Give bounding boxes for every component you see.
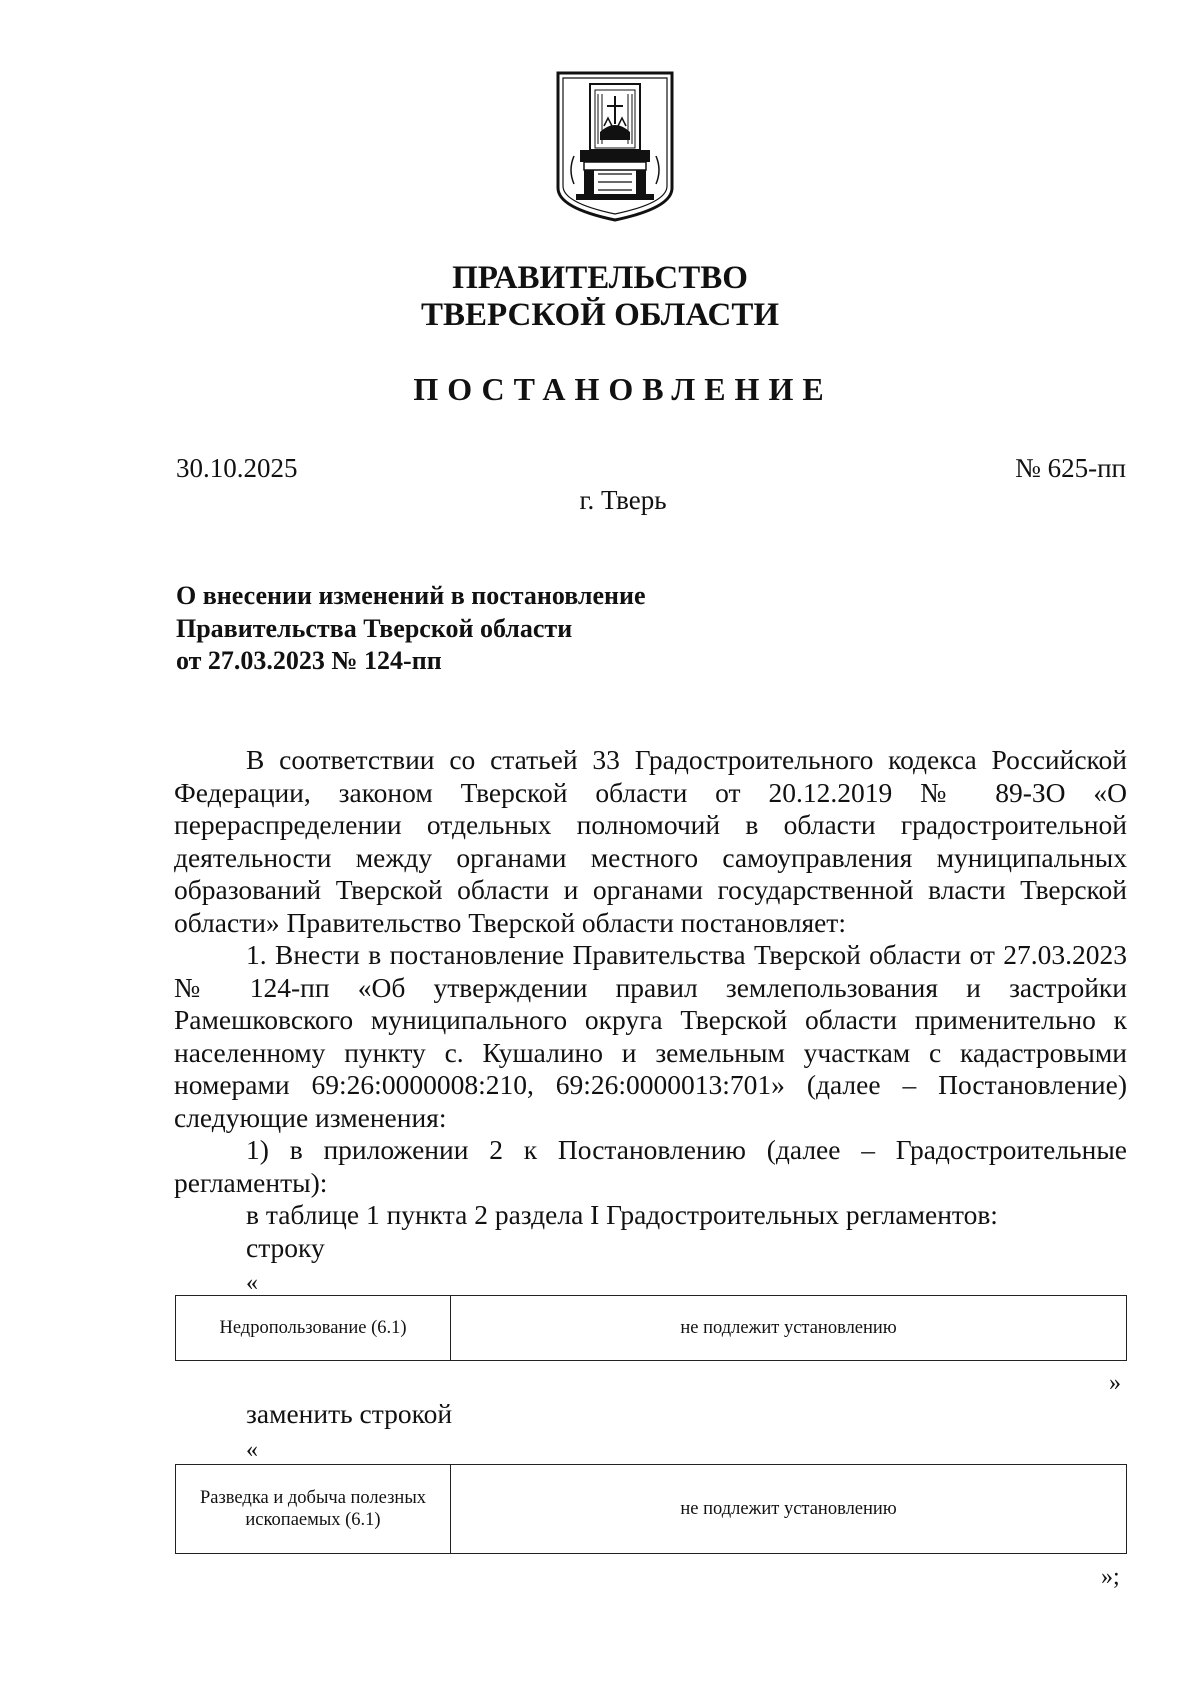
opening-quote: «: [246, 1270, 258, 1296]
regulation-value-cell: не подлежит установлению: [451, 1296, 1127, 1361]
subject-line: Правительства Тверской области: [176, 613, 573, 643]
document-date: 30.10.2025: [176, 453, 298, 483]
table-reference-line: в таблице 1 пункта 2 раздела I Градостроительных регламентов:: [246, 1199, 998, 1230]
coat-of-arms-icon: [554, 70, 676, 226]
body-paragraph: 1. Внести в постановление Правительства Тверской области от 27.03.2023 № 124-пп «Об утверждении правил землепользования и застройки Рамешковского муниципального округа Тверской области применительно к населенному пункту с. Кушалино и земельным участкам с кадастровыми номерами 69:26:0000008:210, 69:26:0000013:701» (далее – Постановление) следующие изменения:: [174, 939, 1127, 1133]
document-type-title: ПОСТАНОВЛЕНИЕ: [413, 371, 833, 407]
body-paragraph: 1) в приложении 2 к Постановлению (далее – Градостроительные регламенты):: [174, 1134, 1127, 1198]
row-label-line: строку: [246, 1232, 325, 1263]
document-city: г. Тверь: [579, 485, 667, 515]
organization-title-line1: ПРАВИТЕЛЬСТВО: [452, 260, 748, 296]
document-subject: [176, 580, 646, 678]
regulation-value-cell: не подлежит установлению: [451, 1465, 1127, 1554]
subject-line: О внесении изменений в постановление: [176, 581, 646, 610]
land-use-name-cell: Недропользование (6.1): [176, 1296, 451, 1361]
body-paragraph: В соответствии со статьей 33 Градостроительного кодекса Российской Федерации, законом Тверской области от 20.12.2019 № 89-ЗО «О перераспределении отдельных полномочий в области градостроительной деятельности между органами местного самоуправления муниципальных образований Тверской области и органами государственной власти Тверской области» Правительство Тверской области постановляет:: [174, 744, 1127, 938]
new-row-table: [175, 1464, 1127, 1554]
table-row: [176, 1296, 1127, 1361]
organization-title-line2: ТВЕРСКОЙ ОБЛАСТИ: [420, 297, 780, 333]
land-use-name-cell: Разведка и добыча полезных ископаемых (6.1): [176, 1465, 451, 1554]
coat-of-arms-emblem: [554, 70, 676, 226]
replace-with-line: заменить строкой: [246, 1398, 453, 1429]
document-number: № 625-пп: [1015, 453, 1126, 483]
closing-quote: »;: [1101, 1564, 1120, 1590]
document-body: [174, 744, 1127, 1199]
closing-quote: »: [1109, 1370, 1121, 1396]
opening-quote: «: [246, 1437, 258, 1463]
old-row-table: [175, 1295, 1127, 1361]
table-row: [176, 1465, 1127, 1554]
subject-line: от 27.03.2023 № 124-пп: [176, 646, 442, 675]
